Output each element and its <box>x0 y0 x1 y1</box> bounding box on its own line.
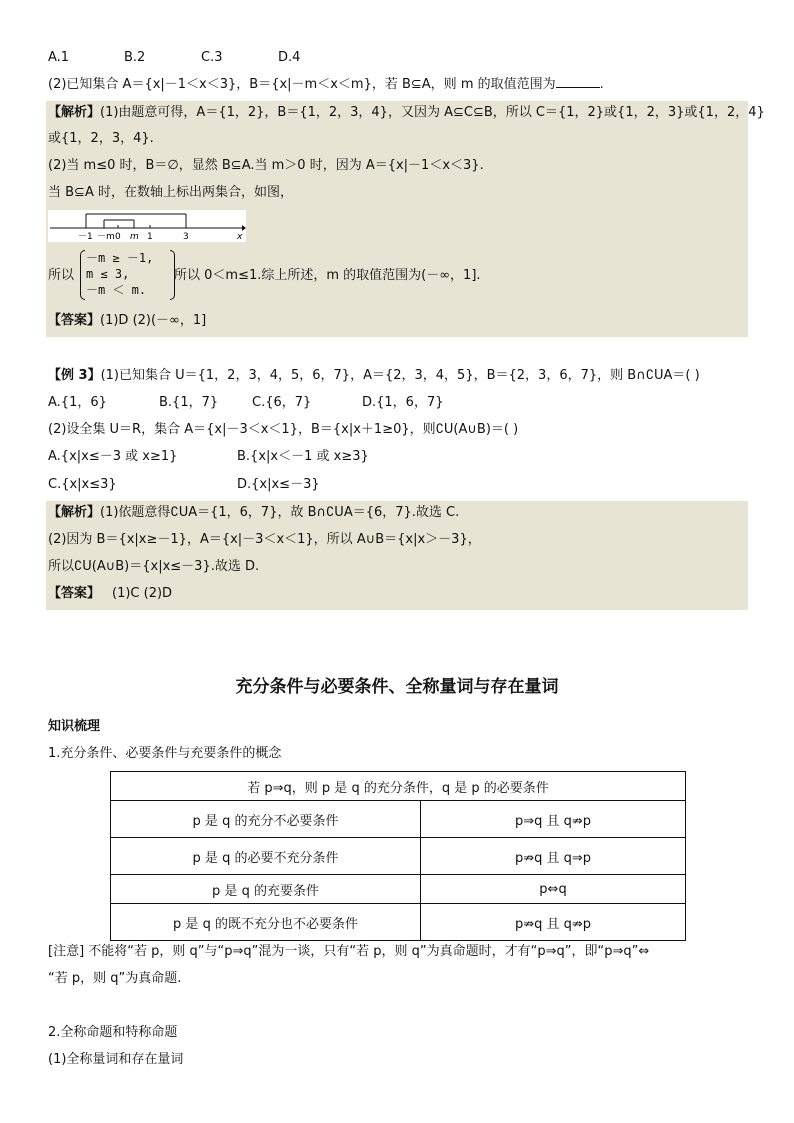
inequality-row: m ≤ 3, <box>86 267 130 281</box>
tick-label: 1 <box>147 232 153 242</box>
system-suffix: 所以 0＜m≤1.综上所述，m 的取值范围为(－∞，1]. <box>174 268 481 283</box>
ex3-q1-option-b: B.{1，7} <box>159 395 219 410</box>
inequality-row: －m ≥ －1, <box>86 251 154 265</box>
answer-text: (1)C (2)D <box>112 586 173 601</box>
ex3-q2-option-a: A.{x|x≤－3 或 x≥1} <box>48 449 178 464</box>
solution-label: 【解析】 <box>48 505 101 520</box>
item-1-heading: 1.充分条件、必要条件与充要条件的概念 <box>48 746 282 761</box>
ex3-q2-option-b: B.{x|x＜－1 或 x≥3} <box>237 449 369 464</box>
ex3-q2-option-c: C.{x|x≤3} <box>48 477 117 492</box>
table-cell: p⇏q 且 q⇏p <box>421 904 686 941</box>
note-line-1: [注意] 不能将“若 p，则 q”与“p⇒q”混为一谈，只有“若 p，则 q”为真命题时，才有“p⇒q”，即“p⇒q”⇔ <box>48 944 650 959</box>
example-3-q1 <box>48 366 700 386</box>
table-cell: p⇔q <box>421 875 686 904</box>
table-cell: p⇒q 且 q⇏p <box>421 801 686 838</box>
choice-a: A.1 <box>48 50 70 65</box>
tick-label: 3 <box>183 232 189 242</box>
left-brace <box>80 250 85 300</box>
choice-d: D.4 <box>278 50 301 65</box>
ex3-q1-option-a: A.{1，6} <box>48 395 107 410</box>
example-3-q2: (2)设全集 U＝R，集合 A＝{x|－3＜x＜1}，B＝{x|x＋1≥0}，则∁U(A∪B)＝( ) <box>48 422 519 437</box>
question-2 <box>48 75 604 95</box>
solution-text: (1)由题意可得，A＝{1，2}，B＝{1，2，3，4}，又因为 A⊆C⊆B，所以 C＝{1，2}或{1，2，3}或{1，2，4} <box>100 105 765 120</box>
tick-label: 0 <box>115 232 121 242</box>
section-subtitle: 知识梳理 <box>48 719 101 734</box>
example-label: 【例 3】 <box>48 368 101 383</box>
question-2-end: . <box>599 77 604 92</box>
solution-label: 【解析】 <box>48 105 101 120</box>
inequality-row: －m ＜ m. <box>86 283 147 297</box>
solution-1-line-2: 或{1，2，3，4}. <box>48 131 154 146</box>
table-header: 若 p⇒q，则 p 是 q 的充分条件，q 是 p 的必要条件 <box>111 772 686 801</box>
tick-label: x <box>237 232 243 242</box>
inequality-system <box>80 250 176 300</box>
solution-1-line-1 <box>48 103 765 123</box>
solution-1-line-4: 当 B⊆A 时，在数轴上标出两集合，如图， <box>48 185 293 200</box>
table-cell: p 是 q 的充要条件 <box>111 875 421 904</box>
table-cell: p 是 q 的既不充分也不必要条件 <box>111 904 421 941</box>
solution-1-line-3: (2)当 m≤0 时，B＝∅，显然 B⊆A.当 m＞0 时，因为 A＝{x|－1＜x＜3}. <box>48 158 484 173</box>
item-2-1-heading: (1)全称量词和存在量词 <box>48 1052 184 1067</box>
answer-1 <box>48 311 206 331</box>
example-question: (1)已知集合 U＝{1，2，3，4，5，6，7}，A＝{2，3，4，5}，B＝{2，3，6，7}，则 B∩∁UA＝( ) <box>100 368 700 383</box>
answer-label: 【答案】 <box>48 586 101 601</box>
table-cell: p 是 q 的必要不充分条件 <box>111 838 421 875</box>
answer-2 <box>48 584 172 604</box>
item-2-heading: 2.全称命题和特称命题 <box>48 1025 178 1040</box>
solution-2-line-1 <box>48 503 459 523</box>
tick-label: －1 <box>78 232 93 242</box>
section-title: 充分条件与必要条件、全称量词与存在量词 <box>235 677 559 697</box>
table-cell: p⇏q 且 q⇒p <box>421 838 686 875</box>
ex3-q1-option-d: D.{1，6，7} <box>362 395 444 410</box>
solution-2-line-3: 所以∁U(A∪B)＝{x|x≤－3}.故选 D. <box>48 559 260 574</box>
answer-label: 【答案】 <box>48 313 101 328</box>
concept-table <box>110 771 686 941</box>
question-2-text: (2)已知集合 A＝{x|－1＜x＜3}，B＝{x|－m＜x＜m}，若 B⊆A，则 m 的取值范围为 <box>48 77 556 92</box>
answer-text: (1)D (2)(－∞，1] <box>100 313 207 328</box>
system-prefix: 所以 <box>48 268 75 283</box>
answer-blank <box>556 75 600 88</box>
tick-label: m <box>130 232 139 242</box>
number-line-figure <box>48 210 246 242</box>
solution-text: (1)依题意得∁UA＝{1，6，7}，故 B∩∁UA＝{6，7}.故选 C. <box>100 505 460 520</box>
choice-b: B.2 <box>124 50 146 65</box>
note-line-2: “若 p，则 q”为真命题. <box>48 971 182 986</box>
ex3-q2-option-d: D.{x|x≤－3} <box>237 477 320 492</box>
solution-2-line-2: (2)因为 B＝{x|x≥－1}，A＝{x|－3＜x＜1}，所以 A∪B＝{x|x＞－3}， <box>48 532 481 547</box>
table-cell: p 是 q 的充分不必要条件 <box>111 801 421 838</box>
choice-c: C.3 <box>201 50 223 65</box>
ex3-q1-option-c: C.{6，7} <box>252 395 312 410</box>
tick-label: －m <box>97 232 115 242</box>
